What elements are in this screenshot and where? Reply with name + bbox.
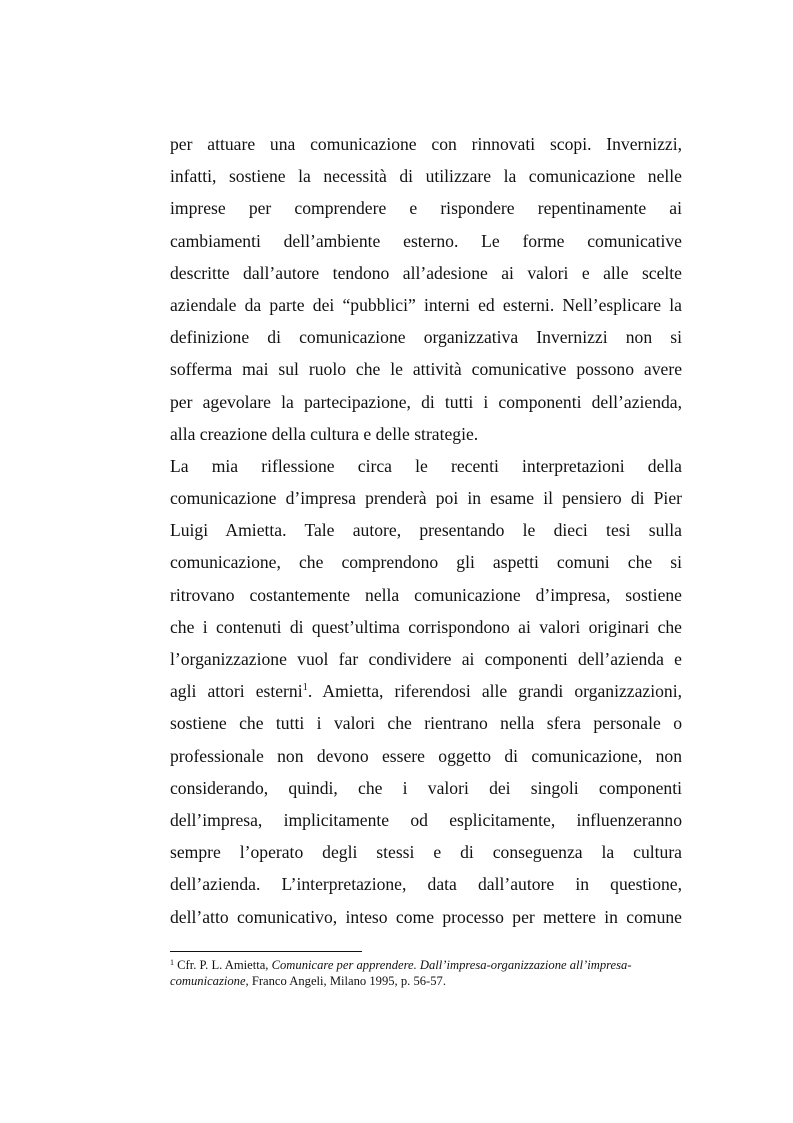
body-line: ritrovano costantemente nella comunicazione d’impresa, sostiene [170, 584, 682, 605]
body-line: considerando, quindi, che i valori dei singoli componenti [170, 777, 682, 798]
body-line: sostiene che tutti i valori che rientrano nella sfera personale o [170, 713, 682, 734]
footnote [170, 958, 690, 989]
body-line: per attuare una comunicazione con rinnovati scopi. Invernizzi, [170, 134, 682, 154]
body-line: sempre l’operato degli stessi e di conseguenza la cultura [170, 842, 682, 863]
body-line: Luigi Amietta. Tale autore, presentando le dieci tesi sulla [170, 520, 682, 541]
footnote-marker: 1 [170, 958, 174, 967]
body-line: infatti, sostiene la necessità di utilizzare la comunicazione nelle [170, 166, 682, 187]
footnote-prefix: Cfr. P. L. Amietta, [174, 958, 272, 972]
body-line: sofferma mai sul ruolo che le attività comunicative possono avere [170, 359, 682, 380]
body-line: definizione di comunicazione organizzativa Invernizzi non si [170, 327, 682, 348]
body-line: cambiamenti dell’ambiente esterno. Le forme comunicative [170, 230, 682, 251]
footnote-divider [170, 951, 362, 952]
body-line: comunicazione, che comprendono gli aspetti comuni che si [170, 552, 682, 573]
body-line: La mia riflessione circa le recenti interpretazioni della [170, 455, 682, 476]
footnote-title: Comunicare per apprendere. Dall’impresa-organizzazione all’impresa- [271, 958, 632, 972]
footnote-line [170, 974, 690, 990]
body-line: alla creazione della cultura e delle strategie. [170, 423, 479, 444]
footnote-reference[interactable]: 1 [302, 682, 308, 694]
footnote-line [170, 958, 690, 974]
footnote-suffix: , Franco Angeli, Milano 1995, p. 56-57. [245, 973, 446, 988]
body-line: descritte dall’autore tendono all’adesione ai valori e alle scelte [170, 262, 682, 283]
body-line: professionale non devono essere oggetto di comunicazione, non [170, 745, 682, 766]
body-line: dell’impresa, implicitamente od esplicitamente, influenzeranno [170, 809, 682, 830]
body-line: imprese per comprendere e rispondere repentinamente ai [170, 198, 682, 219]
footnote-title-continued: comunicazione [170, 973, 246, 988]
body-line: l’organizzazione vuol far condividere ai componenti dell’azienda e [170, 649, 682, 669]
body-line: dell’atto comunicativo, inteso come processo per mettere in comune [170, 906, 682, 927]
body-line: che i contenuti di quest’ultima corrispondono ai valori originari che [170, 616, 682, 637]
body-line: aziendale da parte dei “pubblici” interni ed esterni. Nell’esplicare la [170, 294, 682, 315]
body-line-part: . Amietta, riferendosi alle grandi organizzazioni, [307, 681, 682, 702]
body-line-part: agli attori esterni [170, 681, 303, 702]
body-line-with-footnote-ref [170, 675, 682, 707]
body-line: per agevolare la partecipazione, di tutti i componenti dell’azienda, [170, 391, 682, 412]
body-line: comunicazione d’impresa prenderà poi in esame il pensiero di Pier [170, 488, 682, 509]
body-text [170, 128, 682, 933]
body-line: dell’azienda. L’interpretazione, data dall’autore in questione, [170, 874, 682, 895]
